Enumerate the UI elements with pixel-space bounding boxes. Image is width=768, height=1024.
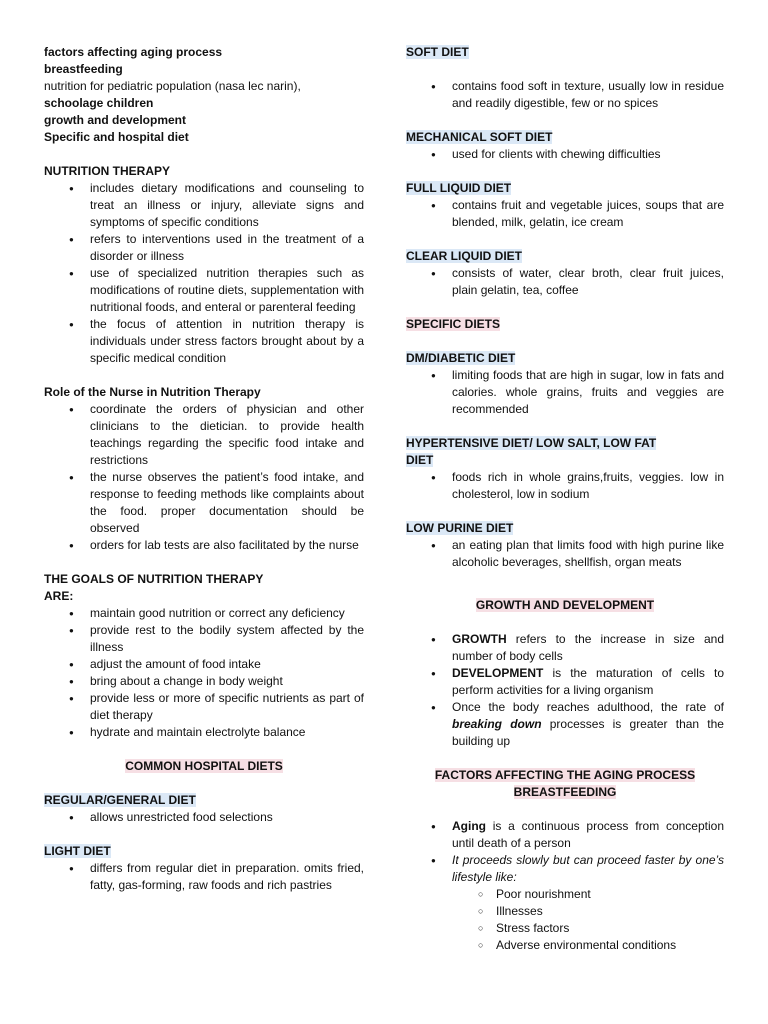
list-item: ● provide less or more of specific nutrients as part of diet therapy — [44, 690, 364, 724]
list-item: ● the focus of attention in nutrition therapy is individuals under stress factors brought about by a specific medical condition — [44, 316, 364, 367]
list-item — [406, 665, 724, 699]
light-diet-heading: LIGHT DIET — [44, 844, 111, 858]
list-item: ● adjust the amount of food intake — [44, 656, 364, 673]
hypertensive-heading-line1: HYPERTENSIVE DIET/ LOW SALT, LOW FAT — [406, 436, 657, 450]
list-item: ○ Adverse environmental conditions — [406, 937, 724, 954]
list-item: ● coordinate the orders of physician and other clinicians to the dietician. to provide health teachings regarding the specific food intake and restrictions — [44, 401, 364, 469]
intro-line: Specific and hospital diet — [44, 130, 189, 144]
nurse-role-heading: Role of the Nurse in Nutrition Therapy — [44, 385, 261, 399]
regular-diet-list — [44, 809, 364, 826]
list-item — [406, 699, 724, 750]
list-item: ● contains fruit and vegetable juices, soups that are blended, milk, gelatin, ice cream — [406, 197, 724, 231]
list-item: ● foods rich in whole grains,fruits, veggies. low in cholesterol, low in sodium — [406, 469, 724, 503]
intro-block — [44, 44, 364, 146]
growth-development-heading: GROWTH AND DEVELOPMENT — [475, 598, 655, 612]
aging-section-heading — [406, 767, 724, 801]
common-hospital-diets-section — [44, 758, 364, 775]
hypertensive-heading-line2: DIET — [406, 453, 434, 467]
list-item: ● It proceeds slowly but can proceed faster by one’s lifestyle like: — [406, 852, 724, 886]
mechanical-soft-diet-list — [406, 146, 724, 163]
soft-diet-list — [406, 78, 724, 112]
adult-text-before: Once the body reaches adulthood, the rate of — [452, 700, 724, 714]
intro-line: nutrition for pediatric population (nasa lec narin), — [44, 79, 301, 93]
growth-development-section — [406, 597, 724, 614]
intro-line: schoolage children — [44, 96, 154, 110]
specific-diets-heading: SPECIFIC DIETS — [406, 317, 501, 331]
aging-list — [406, 818, 724, 886]
nutrition-therapy-list — [44, 180, 364, 367]
aging-heading-line2: BREASTFEEDING — [513, 785, 617, 799]
common-hospital-diets-heading: COMMON HOSPITAL DIETS — [125, 759, 283, 773]
list-item: ● limiting foods that are high in sugar, low in fats and calories. whole grains, fruits and veggies are recommended — [406, 367, 724, 418]
list-item: ● used for clients with chewing difficulties — [406, 146, 724, 163]
growth-term: GROWTH — [452, 632, 507, 646]
low-purine-diet-list — [406, 537, 724, 571]
hypertensive-diet-heading — [406, 435, 724, 469]
list-item: ● use of specialized nutrition therapies such as modifications of routine diets, supplementation with nutritional foods, and enteral or parenteral feeding — [44, 265, 364, 316]
aging-heading-line1: FACTORS AFFECTING THE AGING PROCESS — [434, 768, 696, 782]
list-item: ● allows unrestricted food selections — [44, 809, 364, 826]
diabetic-diet-heading: DM/DIABETIC DIET — [406, 351, 516, 365]
list-item: ● the nurse observes the patient’s food intake, and response to feeding methods like complaints about the food. proper documentation should be observed — [44, 469, 364, 537]
goals-heading-line1: THE GOALS OF NUTRITION THERAPY — [44, 572, 264, 586]
goals-heading — [44, 571, 364, 605]
development-term: DEVELOPMENT — [452, 666, 544, 680]
list-item — [406, 631, 724, 665]
goals-list — [44, 605, 364, 741]
growth-text: refers to the increase in size and number of body cells — [452, 632, 724, 663]
list-item — [406, 818, 724, 852]
list-item: ○ Illnesses — [406, 903, 724, 920]
nutrition-therapy-heading: NUTRITION THERAPY — [44, 164, 170, 178]
nurse-role-list — [44, 401, 364, 554]
low-purine-diet-heading: LOW PURINE DIET — [406, 521, 514, 535]
list-item: ● contains food soft in texture, usually low in residue and readily digestible, few or no spices — [406, 78, 724, 112]
diabetic-diet-list — [406, 367, 724, 418]
adult-text-after: processes is greater than the building up — [452, 717, 724, 748]
list-item: ● refers to interventions used in the treatment of a disorder or illness — [44, 231, 364, 265]
full-liquid-diet-heading: FULL LIQUID DIET — [406, 181, 512, 195]
full-liquid-diet-list — [406, 197, 724, 231]
list-item: ● hydrate and maintain electrolyte balance — [44, 724, 364, 741]
list-item: ● an eating plan that limits food with high purine like alcoholic beverages, shellfish, organ meats — [406, 537, 724, 571]
list-item: ○ Stress factors — [406, 920, 724, 937]
list-item: ● orders for lab tests are also facilitated by the nurse — [44, 537, 364, 554]
mechanical-soft-diet-heading: MECHANICAL SOFT DIET — [406, 130, 553, 144]
light-diet-list — [44, 860, 364, 894]
aging-term: Aging — [452, 819, 486, 833]
adult-emphasis: breaking down — [452, 717, 542, 731]
list-item: ● provide rest to the bodily system affected by the illness — [44, 622, 364, 656]
soft-diet-heading: SOFT DIET — [406, 45, 469, 59]
intro-line: breastfeeding — [44, 62, 123, 76]
list-item: ○ Poor nourishment — [406, 886, 724, 903]
list-item: ● maintain good nutrition or correct any deficiency — [44, 605, 364, 622]
left-column — [44, 44, 364, 894]
clear-liquid-diet-list — [406, 265, 724, 299]
right-column — [406, 44, 724, 954]
hypertensive-diet-list — [406, 469, 724, 503]
aging-text: is a continuous process from conception until death of a person — [452, 819, 724, 850]
regular-diet-heading: REGULAR/GENERAL DIET — [44, 793, 196, 807]
intro-line: growth and development — [44, 113, 187, 127]
list-item: ● consists of water, clear broth, clear fruit juices, plain gelatin, tea, coffee — [406, 265, 724, 299]
goals-heading-line2: ARE: — [44, 589, 74, 603]
list-item: ● bring about a change in body weight — [44, 673, 364, 690]
intro-line: factors affecting aging process — [44, 45, 223, 59]
list-item: ● includes dietary modifications and counseling to treat an illness or injury, alleviate signs and symptoms of specific conditions — [44, 180, 364, 231]
development-text: is the maturation of cells to perform activities for a living organism — [452, 666, 724, 697]
clear-liquid-diet-heading: CLEAR LIQUID DIET — [406, 249, 522, 263]
growth-development-list — [406, 631, 724, 750]
aging-factors-list — [406, 886, 724, 954]
list-item: ● differs from regular diet in preparation. omits fried, fatty, gas-forming, raw foods and rich pastries — [44, 860, 364, 894]
